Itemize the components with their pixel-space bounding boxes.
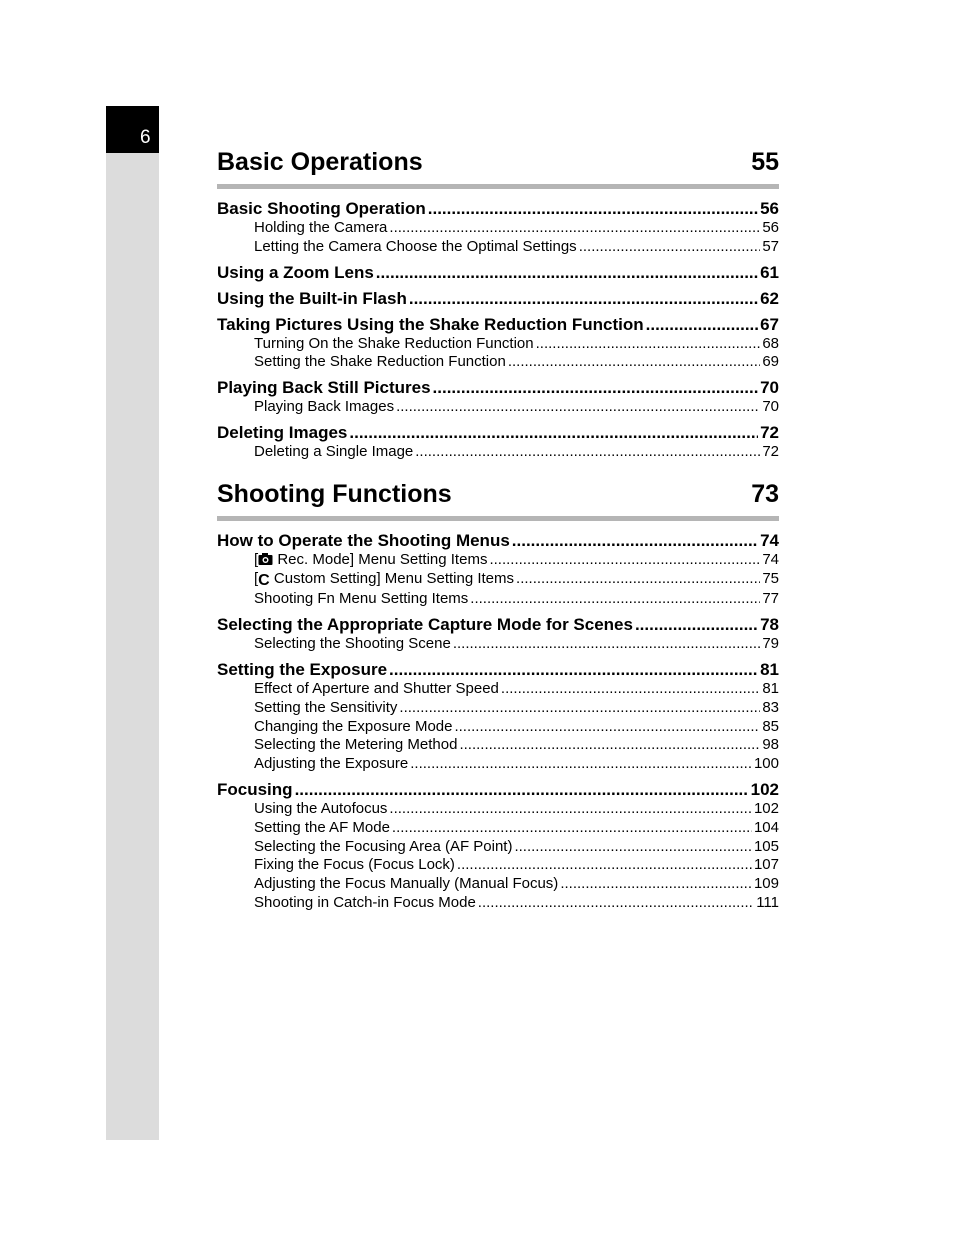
toc-entry-page: 74 — [760, 530, 779, 550]
dot-leader — [489, 551, 760, 570]
toc-section — [217, 378, 779, 417]
toc-subentry-title — [254, 219, 387, 238]
chapter-page: 73 — [751, 479, 779, 508]
toc-entry-page: 102 — [750, 779, 779, 799]
chapter-title: Basic Operations — [217, 148, 423, 176]
toc-subentry-text: Setting the Sensitivity — [254, 698, 398, 716]
chapter — [217, 472, 779, 913]
toc-subentry[interactable] — [217, 335, 779, 354]
chapter-heading[interactable] — [217, 472, 779, 510]
toc-subentry[interactable] — [217, 590, 779, 609]
toc-subentry-page: 104 — [753, 818, 779, 836]
toc-subentry[interactable] — [217, 699, 779, 718]
toc-subentry-text: Using the Autofocus — [254, 799, 388, 817]
toc-entry[interactable] — [217, 263, 779, 283]
toc-subentry-page: 107 — [753, 856, 779, 874]
toc-entry-title: Deleting Images — [217, 422, 348, 442]
page-number: 6 — [140, 127, 151, 148]
table-of-contents — [217, 140, 779, 923]
toc-subentry-page: 100 — [753, 755, 779, 773]
toc-subentry-title — [254, 894, 476, 913]
page-number-tab — [106, 106, 159, 153]
dot-leader — [428, 199, 758, 219]
toc-section — [217, 315, 779, 373]
toc-subentry[interactable] — [217, 894, 779, 913]
toc-subentry-title — [254, 443, 413, 462]
toc-entry[interactable] — [217, 660, 779, 680]
toc-section — [217, 289, 779, 309]
toc-subentry-title — [254, 551, 487, 570]
dot-leader — [512, 531, 758, 551]
toc-subentry-text: Deleting a Single Image — [254, 442, 414, 460]
toc-subentry[interactable] — [217, 238, 779, 257]
toc-subentry-page: 81 — [762, 679, 779, 697]
toc-subentry[interactable] — [217, 856, 779, 875]
toc-subentry-page: 75 — [762, 569, 779, 587]
toc-section — [217, 780, 779, 913]
toc-entry-page: 67 — [760, 314, 779, 334]
toc-subentry-page: 85 — [762, 717, 779, 735]
toc-entry-title: Selecting the Appropriate Capture Mode for Scenes — [217, 615, 633, 635]
dot-leader — [410, 755, 752, 774]
chapter-rule — [217, 184, 779, 189]
toc-subentry-title — [254, 718, 452, 737]
toc-subentry[interactable] — [217, 800, 779, 819]
toc-subentry-title — [254, 819, 390, 838]
toc-entry-page: 56 — [760, 199, 779, 218]
dot-leader — [389, 800, 752, 819]
toc-subentry-title — [254, 335, 534, 354]
toc-subentry-title — [254, 635, 451, 654]
dot-leader — [295, 780, 749, 800]
toc-subentry-page: 77 — [762, 590, 779, 608]
toc-subentry-text: Selecting the Shooting Scene — [254, 635, 451, 653]
toc-entry-title: Setting the Exposure — [217, 659, 388, 679]
toc-subentry-text: Selecting the Focusing Area (AF Point) — [254, 837, 513, 855]
toc-entry-page: 62 — [760, 288, 779, 308]
dot-leader — [415, 443, 760, 462]
toc-subentry-title — [254, 353, 506, 372]
toc-subentry-page: 57 — [762, 237, 779, 255]
toc-subentry-text: Turning On the Shake Reduction Function — [254, 334, 534, 352]
toc-entry-page: 61 — [760, 262, 779, 282]
toc-entry-title: Using the Built-in Flash — [217, 288, 407, 308]
toc-subentry[interactable] — [217, 635, 779, 654]
toc-subentry[interactable] — [217, 680, 779, 699]
toc-subentry-title — [254, 699, 397, 718]
toc-subentry-text: Setting the Shake Reduction Function — [254, 353, 506, 371]
toc-subentry-text: Selecting the Metering Method — [254, 736, 458, 754]
toc-subentry-title — [254, 875, 558, 894]
toc-subentry-page: 69 — [762, 353, 779, 371]
dot-leader — [349, 423, 758, 443]
custom-c-icon: C — [258, 571, 270, 589]
toc-section — [217, 531, 779, 609]
toc-section — [217, 423, 779, 462]
toc-entry-title: Taking Pictures Using the Shake Reduction Function — [217, 314, 644, 334]
toc-entry[interactable] — [217, 378, 779, 398]
toc-subentry[interactable] — [217, 718, 779, 737]
toc-subentry-page: 83 — [762, 698, 779, 716]
toc-subentry-title — [254, 856, 455, 875]
toc-subentry-title — [254, 800, 387, 819]
toc-entry-title: Playing Back Still Pictures — [217, 378, 431, 398]
dot-leader — [560, 875, 752, 894]
dot-leader — [536, 335, 761, 354]
dot-leader — [399, 699, 760, 718]
dot-leader — [508, 353, 760, 372]
chapter-rule — [217, 516, 779, 521]
camera-icon — [258, 552, 273, 566]
toc-subentry-page: 109 — [753, 875, 779, 893]
toc-subentry[interactable] — [217, 353, 779, 372]
toc-subentry[interactable] — [217, 219, 779, 238]
toc-subentry[interactable] — [217, 570, 779, 591]
toc-subentry-page: 70 — [762, 398, 779, 416]
toc-subentry-text: Adjusting the Focus Manually (Manual Focus) — [254, 875, 559, 893]
toc-subentry-title — [254, 838, 512, 857]
dot-leader — [376, 263, 758, 283]
toc-entry[interactable] — [217, 615, 779, 635]
toc-entry[interactable] — [217, 423, 779, 443]
toc-subentry-text: Fixing the Focus (Focus Lock) — [254, 856, 455, 874]
toc-section — [217, 660, 779, 774]
toc-subentry-text: Adjusting the Exposure — [254, 755, 409, 773]
dot-leader — [396, 398, 760, 417]
toc-subentry-title — [254, 736, 457, 755]
toc-subentry-text: Shooting Fn Menu Setting Items — [254, 590, 469, 608]
toc-subentry-text: Setting the AF Mode — [254, 818, 390, 836]
dot-leader — [478, 894, 754, 913]
chapter-title: Shooting Functions — [217, 479, 452, 508]
toc-subentry-text: Playing Back Images — [254, 398, 395, 416]
chapter — [217, 140, 779, 462]
toc-entry-title: Focusing — [217, 779, 293, 799]
toc-subentry-title — [254, 680, 499, 699]
toc-entry-page: 81 — [760, 659, 779, 679]
toc-subentry-text: Holding the Camera — [254, 219, 388, 236]
dot-leader — [646, 315, 758, 335]
toc-subentry-title — [254, 398, 394, 417]
toc-subentry[interactable] — [217, 736, 779, 755]
toc-entry-title: Basic Shooting Operation — [217, 199, 426, 218]
toc-subentry[interactable] — [217, 398, 779, 417]
toc-entry-page: 72 — [760, 422, 779, 442]
toc-subentry[interactable] — [217, 838, 779, 857]
toc-subentry-title — [254, 755, 408, 774]
dot-leader — [453, 635, 761, 654]
dot-leader — [516, 570, 760, 589]
toc-entry[interactable] — [217, 531, 779, 551]
toc-entry-title: Using a Zoom Lens — [217, 262, 374, 282]
toc-entry[interactable] — [217, 289, 779, 309]
toc-section — [217, 615, 779, 654]
toc-subentry-page: 72 — [762, 442, 779, 460]
dot-leader — [459, 736, 760, 755]
dot-leader — [409, 289, 758, 309]
toc-subentry-text: Letting the Camera Choose the Optimal Settings — [254, 237, 577, 255]
toc-subentry-text: Effect of Aperture and Shutter Speed — [254, 679, 499, 697]
toc-entry[interactable] — [217, 315, 779, 335]
toc-entry[interactable] — [217, 199, 779, 219]
dot-leader — [433, 378, 759, 398]
toc-subentry-text: Shooting in Catch-in Focus Mode — [254, 893, 476, 911]
side-strip — [106, 106, 159, 1140]
dot-leader — [579, 238, 761, 257]
bracket: [ — [254, 569, 259, 587]
toc-subentry-page: 102 — [753, 799, 779, 817]
toc-entry-page: 70 — [760, 378, 779, 398]
dot-leader — [501, 680, 760, 699]
toc-entry-title: How to Operate the Shooting Menus — [217, 530, 510, 550]
toc-section — [217, 199, 779, 257]
dot-leader — [392, 819, 752, 838]
dot-leader — [635, 615, 758, 635]
chapter-heading[interactable] — [217, 140, 779, 178]
dot-leader — [389, 660, 758, 680]
bracket: [ — [254, 550, 259, 568]
dot-leader — [514, 838, 752, 857]
toc-subentry-page: 98 — [762, 736, 779, 754]
toc-subentry-text: Changing the Exposure Mode — [254, 717, 453, 735]
chapter-page: 55 — [751, 148, 779, 176]
toc-subentry-page: 105 — [753, 837, 779, 855]
toc-subentry[interactable] — [217, 443, 779, 462]
toc-subentry[interactable] — [217, 875, 779, 894]
toc-subentry-text: Custom Setting] Menu Setting Items — [273, 569, 515, 587]
dot-leader — [470, 590, 760, 609]
toc-subentry-page: 74 — [762, 550, 779, 568]
dot-leader — [457, 856, 752, 875]
toc-entry[interactable] — [217, 780, 779, 800]
dot-leader — [454, 718, 760, 737]
toc-subentry[interactable] — [217, 551, 779, 570]
toc-subentry-title — [254, 570, 514, 591]
toc-subentry-page: 68 — [762, 334, 779, 352]
toc-subentry-page: 56 — [762, 219, 779, 236]
toc-section — [217, 263, 779, 283]
toc-entry-page: 78 — [760, 615, 779, 635]
toc-subentry-title — [254, 238, 577, 257]
toc-subentry-page: 79 — [762, 635, 779, 653]
dot-leader — [389, 219, 760, 238]
toc-subentry[interactable] — [217, 819, 779, 838]
toc-subentry-text: Rec. Mode] Menu Setting Items — [277, 550, 488, 568]
toc-subentry-title — [254, 590, 468, 609]
toc-subentry[interactable] — [217, 755, 779, 774]
toc-subentry-page: 111 — [756, 893, 779, 911]
